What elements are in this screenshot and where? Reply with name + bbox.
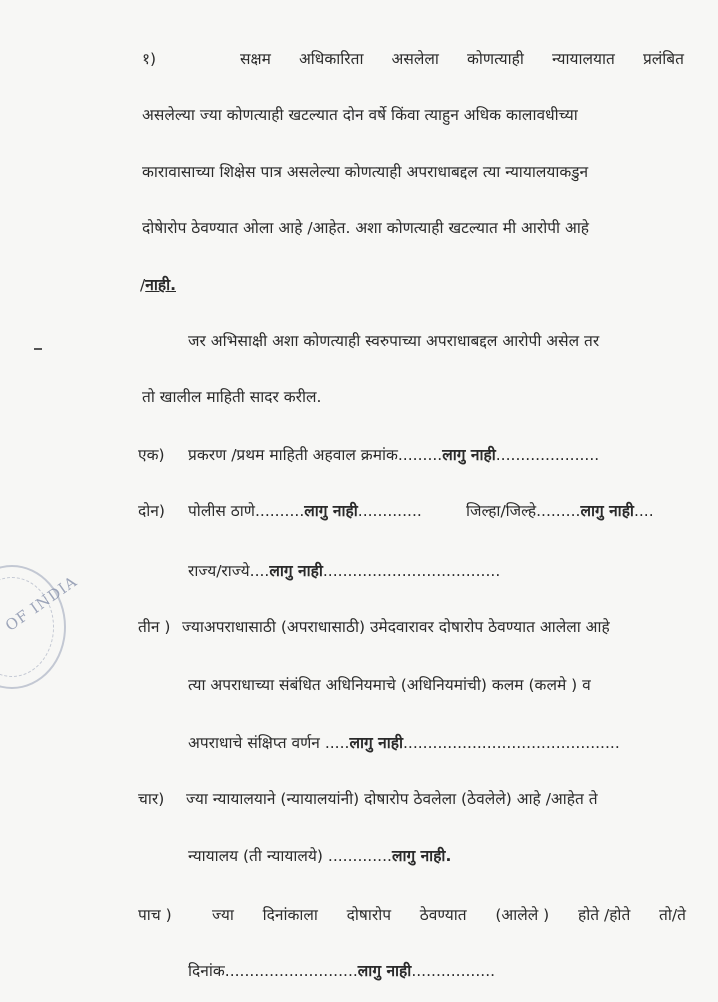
- paragraph-line-5: /नाही.: [140, 276, 176, 294]
- stamp-text: OF INDIA: [2, 572, 81, 635]
- paragraph-line-6: जर अभिसाक्षी अशा कोणत्याही स्वरुपाच्या अपराधाबद्दल आरोपी असेल तर: [188, 332, 600, 350]
- item-ek-label: एक): [138, 446, 165, 464]
- item-paach-line-2: दिनांक...........................लागु नाही.................: [188, 962, 496, 980]
- item-teen-label: तीन ): [138, 618, 171, 636]
- item-don-text: पोलीस ठाणे..........लागु नाही.............: [188, 502, 422, 520]
- item-paach-line-1: ज्या दिनांकाला दोषारोप ठेवण्यात (आलेले ) होते /होते तो/ते: [212, 906, 686, 924]
- paragraph-line-4: दोषेारोप ठेवण्यात ओला आहे /आहेत. अशा कोणत्याही खटल्यात मी आरोपी आहे: [142, 219, 590, 237]
- item-ek-text: प्रकरण /प्रथम माहिती अहवाल क्रमांक.........लागु नाही.....................: [188, 446, 600, 464]
- item-don-district: जिल्हा/जिल्हे.........लागु नाही....: [466, 502, 654, 520]
- item-number: १): [142, 50, 157, 68]
- paragraph-line-1: सक्षम अधिकारिता असलेला कोणत्याही न्यायालयात प्रलंबित: [240, 50, 684, 68]
- item-don-state: राज्य/राज्ये....लागु नाही....................................: [188, 562, 501, 580]
- item-chaar-line-1: ज्या न्यायालयाने (न्यायालयांनी) दोषारोप ठेवलेला (ठेवलेले) आहे /आहेत ते: [186, 790, 598, 808]
- item-chaar-line-2: न्यायालय (ती न्यायालये) .............लागु नाही.: [188, 847, 452, 865]
- item-teen-line-1: ज्याअपराधासाठी (अपराधासाठी) उमेदवारावर दोषारोप ठेवण्यात आलेला आहे: [182, 618, 610, 636]
- margin-mark: [34, 348, 42, 350]
- paragraph-line-2: असलेल्या ज्या कोणत्याही खटल्यात दोन वर्षे किंवा त्याहुन अधिक कालावधीच्या: [142, 106, 578, 124]
- paragraph-line-3: कारावासाच्या शिक्षेस पात्र असलेल्या कोणत्याही अपराधाबद्दल त्या न्यायालयाकडुन: [142, 163, 589, 181]
- item-chaar-label: चार): [138, 790, 165, 808]
- item-don-label: दोन): [138, 502, 165, 520]
- item-teen-line-2: त्या अपराधाच्या संबंधित अधिनियमाचे (अधिनियमांची) कलम (कलमे ) व: [188, 676, 591, 694]
- paragraph-line-7: तो खालील माहिती सादर करील.: [142, 388, 322, 406]
- item-paach-label: पाच ): [138, 906, 172, 924]
- item-teen-line-3: अपराधाचे संक्षिप्त वर्णन .....लागु नाही............................................: [188, 734, 620, 752]
